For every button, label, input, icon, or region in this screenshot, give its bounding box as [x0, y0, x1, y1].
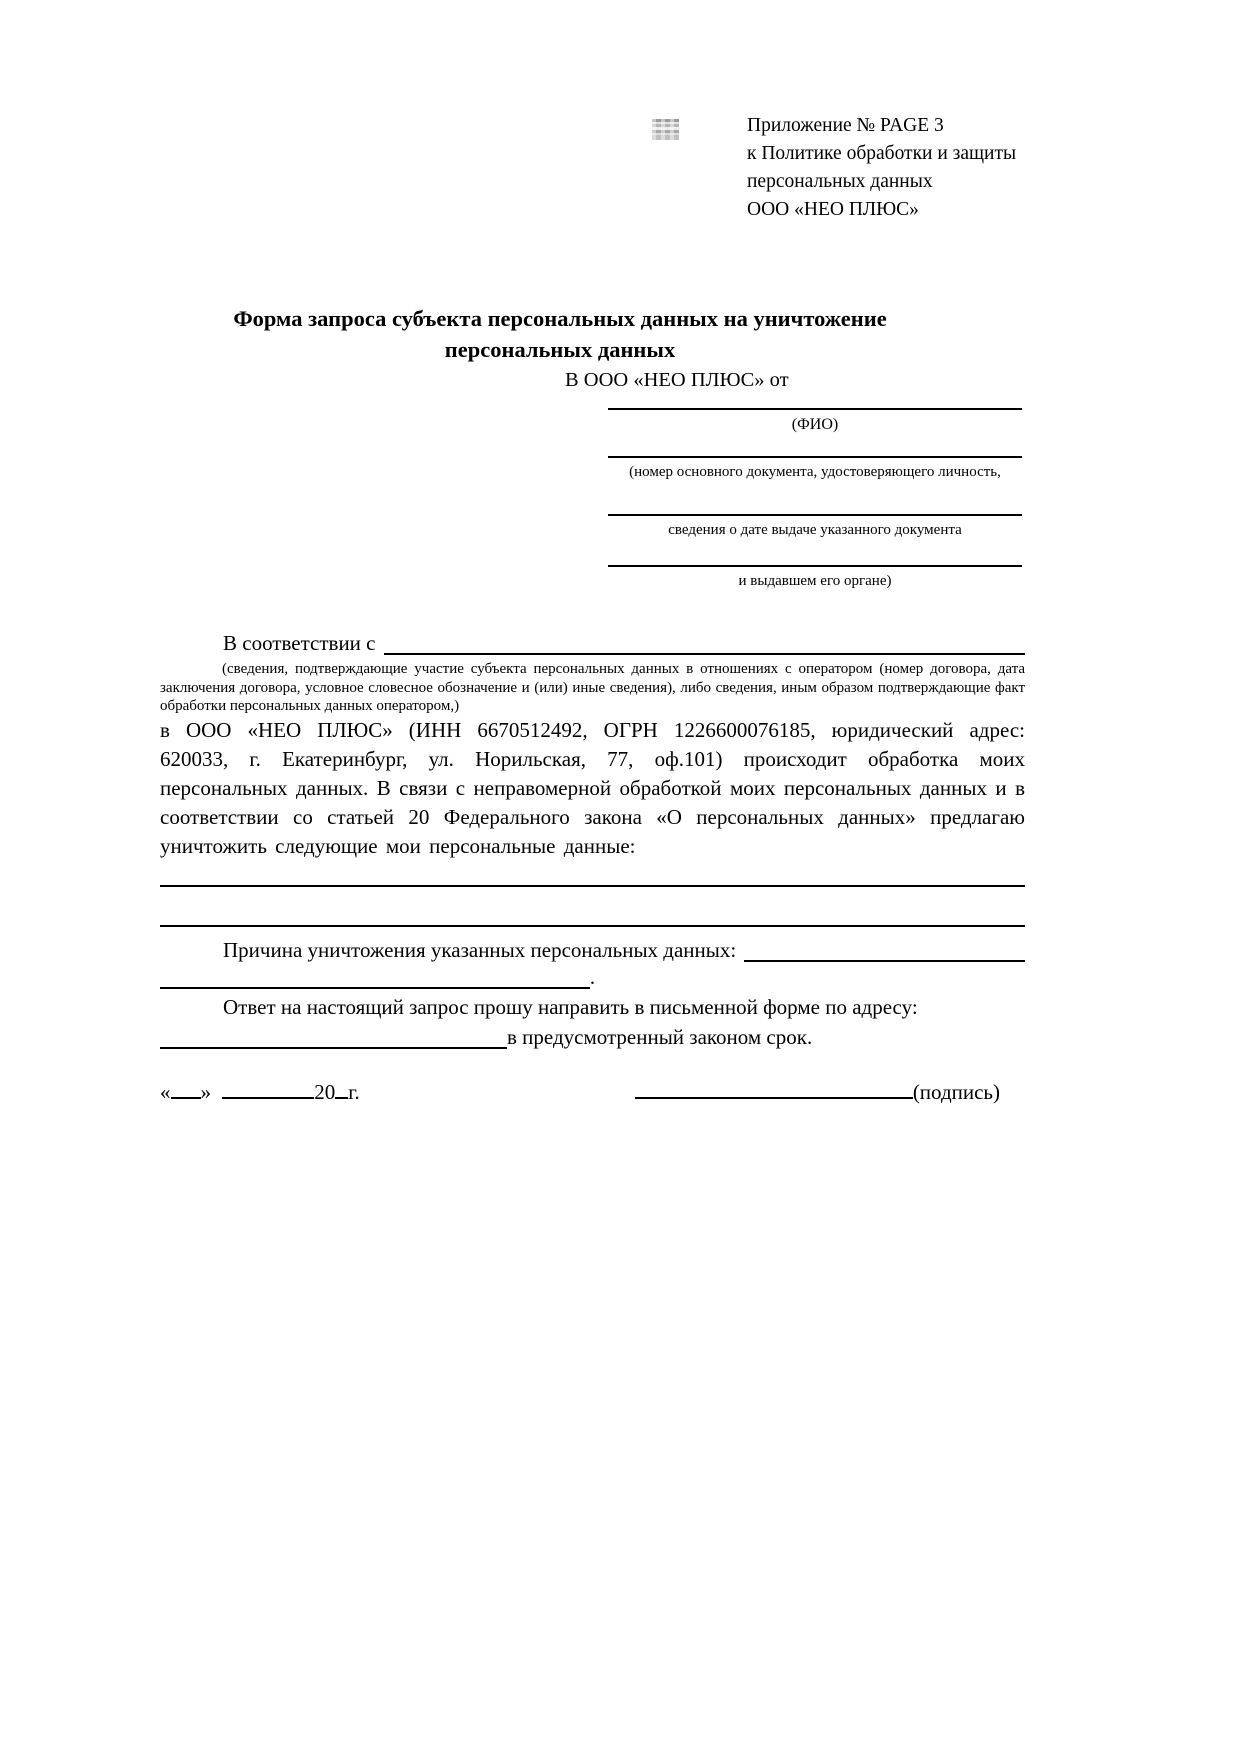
reason-blank-line-2: [160, 987, 590, 989]
data-to-destroy-blank-line-1: [160, 885, 1025, 887]
address-blank-line: [160, 1047, 507, 1049]
document-number-caption: (номер основного документа, удостоверяющего личность,: [629, 464, 1001, 480]
header-line-policy: к Политике обработки и защиты: [747, 143, 1017, 164]
reason-row: [160, 936, 1025, 965]
reason-blank-line-1: [744, 960, 1025, 962]
accordance-prefix: В соответствии с: [223, 631, 376, 655]
document-number-blank-line: [608, 456, 1022, 458]
year-blank-line: [335, 1095, 348, 1099]
year-unit: г.: [348, 1080, 360, 1104]
signature-caption: (подпись): [912, 1080, 1000, 1104]
addressee-line: В ООО «НЕО ПЛЮС» от: [565, 369, 789, 391]
reason-terminator: .: [589, 965, 596, 989]
fio-caption: (ФИО): [791, 416, 839, 433]
year-prefix: 20: [314, 1080, 336, 1104]
reason-continuation-row: [160, 963, 1025, 992]
date-open-quote: «: [160, 1080, 171, 1104]
reason-label: Причина уничтожения указанных персональных данных:: [223, 938, 737, 962]
title-line-1: Форма запроса субъекта персональных данных на уничтожение: [233, 306, 887, 331]
month-blank-line: [222, 1095, 314, 1099]
date-group: [160, 1078, 360, 1107]
issuing-authority-blank-line: [608, 565, 1022, 567]
document-title: [160, 303, 960, 365]
answer-line: Ответ на настоящий запрос прошу направить в письменной форме по адресу:: [223, 995, 918, 1019]
answer-suffix: в предусмотренный законом срок.: [507, 1025, 813, 1049]
day-blank-line: [171, 1095, 201, 1099]
header-line-annex: Приложение № PAGE 3: [747, 115, 944, 136]
issue-date-caption: сведения о дате выдаче указанного документа: [668, 522, 962, 538]
fio-blank-line: [608, 408, 1022, 410]
signature-blank-line: [635, 1095, 913, 1099]
signature-group: [635, 1078, 1000, 1107]
address-row: [160, 1023, 1025, 1052]
main-paragraph: в ООО «НЕО ПЛЮС» (ИНН 6670512492, ОГРН 1226600076185, юридический адрес: 620033, г. Екатеринбург, ул. Норильская, 77, оф.101) происходит обработка моих персональных данных. В связи с неправомерной обработкой моих персональных данных и в соответствии со статьей 20 Федерального закона «О персональных данных» предлагаю уничтожить следующие мои персональные данные:: [160, 718, 1025, 858]
issuing-authority-caption: и выдавшем его органе): [738, 573, 892, 589]
issue-date-blank-line: [608, 514, 1022, 516]
object-anchor-icon: [652, 119, 679, 140]
date-signature-row: [160, 1078, 1025, 1107]
accordance-blank-line: [384, 653, 1026, 655]
title-line-2: персональных данных: [444, 337, 676, 362]
document-header: [747, 112, 1087, 224]
data-to-destroy-blank-line-2: [160, 925, 1025, 927]
header-line-company: ООО «НЕО ПЛЮС»: [747, 199, 919, 220]
small-print-note: (сведения, подтверждающие участие субъекта персональных данных в отношениях с оператором (номер договора, дата заключения договора, условное словесное обозначение и (или) иные сведения), либо сведения, иным образом подтверждающие факт обработки персональных данных оператором,): [160, 661, 1025, 714]
accordance-row: [160, 629, 1025, 658]
date-close-quote: »: [200, 1080, 211, 1104]
header-line-personal-data: персональных данных: [747, 171, 933, 192]
